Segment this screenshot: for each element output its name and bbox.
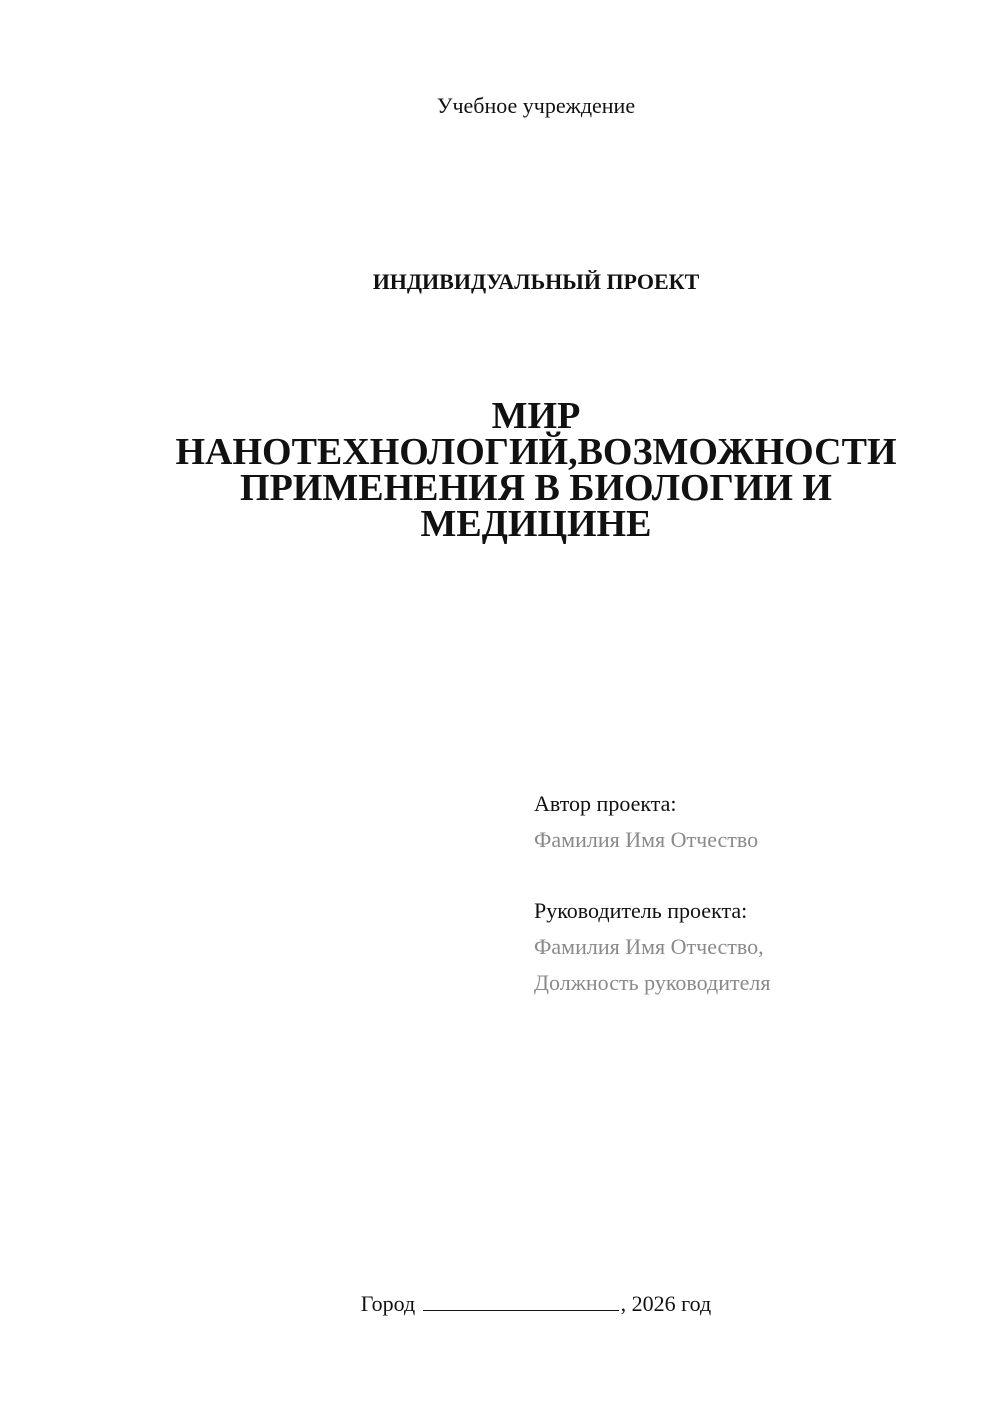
project-title-line: МИР — [491, 395, 581, 437]
supervisor-name: Фамилия Имя Отчество, — [534, 934, 764, 959]
city-year-line — [0, 1290, 1000, 1318]
author-label: Автор проекта: — [534, 791, 677, 816]
supervisor-position: Должность руководителя — [534, 970, 771, 995]
author-name: Фамилия Имя Отчество — [534, 827, 759, 852]
project-title-line: МЕДИЦИНЕ — [420, 503, 652, 545]
institution-name: Учебное учреждение — [436, 93, 636, 118]
supervisor-label: Руководитель проекта: — [534, 898, 748, 923]
document-type: ИНДИВИДУАЛЬНЫЙ ПРОЕКТ — [372, 269, 700, 294]
project-title-line: НАНОТЕХНОЛОГИЙ,ВОЗМОЖНОСТИ — [175, 431, 897, 473]
year-text: , 2026 год — [620, 1291, 712, 1316]
author-block — [534, 786, 758, 858]
city-blank-line — [423, 1290, 619, 1311]
supervisor-block — [534, 893, 770, 1001]
city-label: Город — [360, 1291, 416, 1316]
project-title-line: ПРИМЕНЕНИЯ В БИОЛОГИИ И — [240, 467, 832, 509]
project-title — [100, 395, 972, 545]
